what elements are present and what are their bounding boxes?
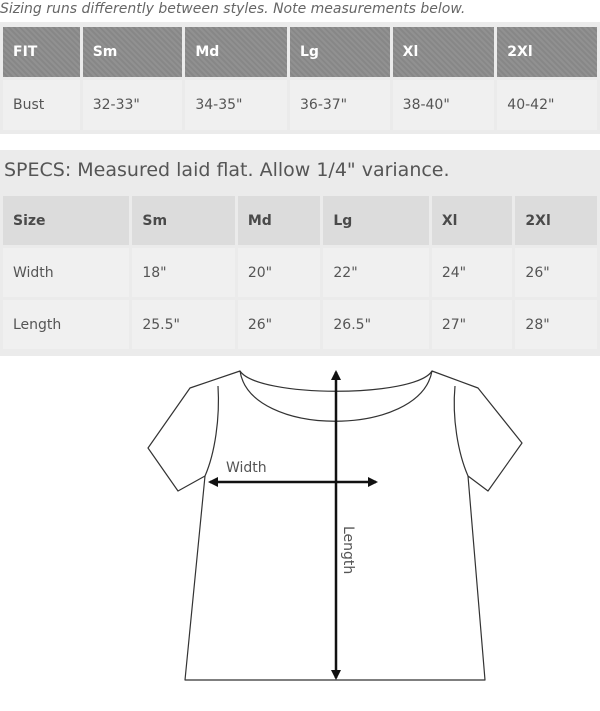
specs-table-header-row xyxy=(3,196,597,245)
width-label: Width xyxy=(226,460,267,476)
table-cell: 26" xyxy=(515,248,597,297)
specs-title: SPECS: Measured laid flat. Allow 1/4" variance. xyxy=(4,159,450,181)
table-cell: 26.5" xyxy=(323,300,428,349)
specs-table xyxy=(0,193,600,352)
fit-header-cell: Md xyxy=(185,27,287,77)
specs-header-cell: Size xyxy=(3,196,129,245)
fit-header-cell: FIT xyxy=(3,27,80,77)
table-cell: 24" xyxy=(432,248,513,297)
table-cell: 34-35" xyxy=(185,80,287,130)
table-cell: 25.5" xyxy=(132,300,234,349)
fit-header-cell: Lg xyxy=(290,27,390,77)
fit-table-header-row xyxy=(3,27,597,77)
table-cell: 32-33" xyxy=(83,80,183,130)
table-cell: 26" xyxy=(238,300,321,349)
sizing-note: Sizing runs differently between styles. Note measurements below. xyxy=(0,1,466,17)
fit-header-cell: 2Xl xyxy=(497,27,597,77)
specs-header-cell: Md xyxy=(238,196,321,245)
specs-header-cell: Sm xyxy=(132,196,234,245)
table-cell: 40-42" xyxy=(497,80,597,130)
table-cell: 20" xyxy=(238,248,321,297)
table-cell: Width xyxy=(3,248,129,297)
table-cell: Length xyxy=(3,300,129,349)
fit-table xyxy=(0,24,600,133)
table-row xyxy=(3,300,597,349)
table-cell: Bust xyxy=(3,80,80,130)
table-cell: 38-40" xyxy=(393,80,495,130)
table-cell: 28" xyxy=(515,300,597,349)
tshirt-measurement-diagram xyxy=(0,358,600,711)
specs-header-cell: Xl xyxy=(432,196,513,245)
table-cell: 22" xyxy=(323,248,428,297)
table-row xyxy=(3,80,597,130)
table-row xyxy=(3,248,597,297)
specs-header-cell: Lg xyxy=(323,196,428,245)
table-cell: 36-37" xyxy=(290,80,390,130)
length-label: Length xyxy=(340,526,356,575)
table-cell: 27" xyxy=(432,300,513,349)
table-cell: 18" xyxy=(132,248,234,297)
fit-header-cell: Sm xyxy=(83,27,183,77)
specs-header-cell: 2Xl xyxy=(515,196,597,245)
fit-header-cell: Xl xyxy=(393,27,495,77)
